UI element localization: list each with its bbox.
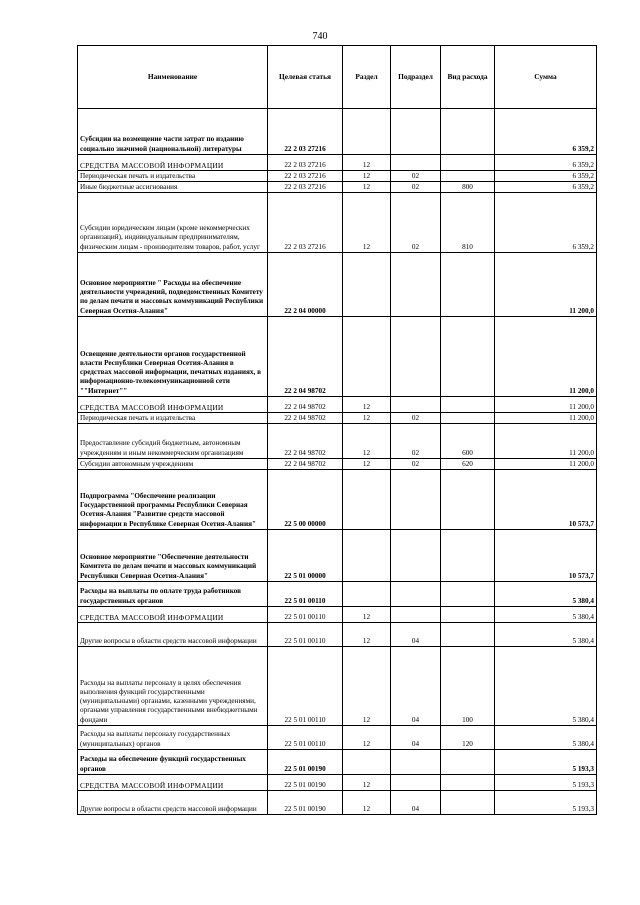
row-target-cell: 22 2 04 00000 (268, 253, 343, 317)
row-name-cell: СРЕДСТВА МАССОВОЙ ИНФОРМАЦИИ (78, 607, 268, 623)
row-target-cell: 22 2 03 27216 (268, 171, 343, 182)
row-target-cell: 22 5 01 00110 (268, 607, 343, 623)
row-sum-cell: 6 359,2 (495, 109, 597, 155)
row-name-cell: Субсидии на возмещение части затрат по изданию социально значимой (национальной) литературы (78, 109, 268, 155)
row-expense-type-cell (441, 413, 495, 424)
row-subsection-cell (391, 397, 441, 413)
table-row (78, 317, 597, 397)
row-target-cell: 22 5 00 00000 (268, 470, 343, 530)
row-expense-type-cell (441, 397, 495, 413)
row-subsection-cell (391, 470, 441, 530)
row-section-cell: 12 (343, 623, 391, 647)
row-name-cell: Расходы на выплаты по оплате труда работников государственных органов (78, 582, 268, 607)
row-expense-type-cell (441, 317, 495, 397)
row-name-cell: Расходы на выплаты персоналу в целях обеспечения выполнения функций государственными (муниципальными) органами, казенными учреждениями, органами управления государственными внебюджетными фондами (78, 647, 268, 726)
row-target-cell: 22 5 01 00000 (268, 530, 343, 582)
row-section-cell: 12 (343, 775, 391, 791)
table-row (78, 424, 597, 459)
row-expense-type-cell: 600 (441, 424, 495, 459)
header-name: Наименование (78, 46, 268, 109)
row-name-cell: Иные бюджетные ассигнования (78, 182, 268, 193)
row-target-cell: 22 2 03 27216 (268, 155, 343, 171)
row-target-cell: 22 5 01 00110 (268, 726, 343, 750)
row-expense-type-cell: 810 (441, 193, 495, 253)
table-row (78, 171, 597, 182)
table-header-row (78, 46, 597, 109)
row-target-cell: 22 2 04 98702 (268, 397, 343, 413)
row-section-cell: 12 (343, 193, 391, 253)
row-expense-type-cell (441, 530, 495, 582)
row-expense-type-cell (441, 155, 495, 171)
row-expense-type-cell: 620 (441, 459, 495, 470)
row-sum-cell: 5 380,4 (495, 582, 597, 607)
row-name-cell: Расходы на обеспечение функций государственных органов (78, 750, 268, 775)
row-section-cell: 12 (343, 413, 391, 424)
row-name-cell: Основное мероприятие "Обеспечение деятельности Комитета по делам печати и массовых коммуникаций Республики Северная Осетия-Алания" (78, 530, 268, 582)
row-sum-cell: 10 573,7 (495, 530, 597, 582)
row-section-cell (343, 750, 391, 775)
row-name-cell: Освещение деятельности органов государственной власти Республики Северная Осетия-Алания в средствах массовой информации, печатных изданиях, в информационно-телекоммуникационной сети ""Интернет"" (78, 317, 268, 397)
table-row (78, 459, 597, 470)
row-sum-cell: 11 200,0 (495, 459, 597, 470)
row-target-cell: 22 2 03 27216 (268, 109, 343, 155)
row-section-cell (343, 530, 391, 582)
row-target-cell: 22 2 04 98702 (268, 413, 343, 424)
row-target-cell: 22 5 01 00190 (268, 750, 343, 775)
table-row (78, 647, 597, 726)
row-section-cell: 12 (343, 791, 391, 815)
table-row (78, 413, 597, 424)
row-subsection-cell: 02 (391, 424, 441, 459)
row-sum-cell: 6 359,2 (495, 193, 597, 253)
row-section-cell (343, 109, 391, 155)
row-target-cell: 22 5 01 00190 (268, 791, 343, 815)
row-expense-type-cell (441, 791, 495, 815)
row-subsection-cell (391, 253, 441, 317)
row-section-cell (343, 317, 391, 397)
row-sum-cell: 11 200,0 (495, 424, 597, 459)
row-subsection-cell: 04 (391, 623, 441, 647)
row-subsection-cell (391, 582, 441, 607)
table-row (78, 623, 597, 647)
row-name-cell: Периодическая печать и издательства (78, 171, 268, 182)
row-sum-cell: 11 200,0 (495, 397, 597, 413)
row-target-cell: 22 2 04 98702 (268, 459, 343, 470)
table-row (78, 791, 597, 815)
row-target-cell: 22 5 01 00110 (268, 647, 343, 726)
table-row (78, 470, 597, 530)
row-expense-type-cell (441, 109, 495, 155)
header-target: Целевая статья (268, 46, 343, 109)
row-subsection-cell: 04 (391, 726, 441, 750)
row-sum-cell: 5 380,4 (495, 647, 597, 726)
row-subsection-cell (391, 750, 441, 775)
row-subsection-cell: 02 (391, 182, 441, 193)
row-name-cell: СРЕДСТВА МАССОВОЙ ИНФОРМАЦИИ (78, 775, 268, 791)
table-row (78, 155, 597, 171)
row-section-cell: 12 (343, 607, 391, 623)
row-section-cell: 12 (343, 424, 391, 459)
row-subsection-cell: 04 (391, 791, 441, 815)
budget-table (77, 45, 597, 815)
row-name-cell: Субсидии автономным учреждениям (78, 459, 268, 470)
row-section-cell: 12 (343, 397, 391, 413)
row-section-cell: 12 (343, 647, 391, 726)
table-row (78, 109, 597, 155)
table-row (78, 582, 597, 607)
table-row (78, 775, 597, 791)
table-row (78, 193, 597, 253)
table-row (78, 750, 597, 775)
row-sum-cell: 6 359,2 (495, 155, 597, 171)
row-target-cell: 22 2 04 98702 (268, 424, 343, 459)
row-subsection-cell (391, 155, 441, 171)
header-expense-type: Вид расхода (441, 46, 495, 109)
row-name-cell: Периодическая печать и издательства (78, 413, 268, 424)
row-name-cell: СРЕДСТВА МАССОВОЙ ИНФОРМАЦИИ (78, 155, 268, 171)
header-subsection: Подраздел (391, 46, 441, 109)
row-expense-type-cell: 800 (441, 182, 495, 193)
row-sum-cell: 5 380,4 (495, 623, 597, 647)
row-target-cell: 22 5 01 00110 (268, 623, 343, 647)
row-sum-cell: 6 359,2 (495, 171, 597, 182)
row-expense-type-cell (441, 775, 495, 791)
page-number: 740 (312, 31, 328, 42)
row-subsection-cell: 02 (391, 193, 441, 253)
row-expense-type-cell: 120 (441, 726, 495, 750)
row-sum-cell: 5 380,4 (495, 607, 597, 623)
header-sum: Сумма (495, 46, 597, 109)
row-expense-type-cell (441, 607, 495, 623)
row-name-cell: Субсидии юридическим лицам (кроме некоммерческих организаций), индивидуальным предпринимателям, физическим лицам - производителям товаров, работ, услуг (78, 193, 268, 253)
row-sum-cell: 5 193,3 (495, 791, 597, 815)
row-subsection-cell: 02 (391, 413, 441, 424)
row-expense-type-cell (441, 623, 495, 647)
row-sum-cell: 6 359,2 (495, 182, 597, 193)
row-sum-cell: 11 200,0 (495, 413, 597, 424)
row-section-cell: 12 (343, 171, 391, 182)
table-row (78, 253, 597, 317)
row-section-cell (343, 253, 391, 317)
row-name-cell: Подпрограмма "Обеспечение реализации Государственной программы Республики Северная Осетия-Алания "Развитие средств массовой информации в Республике Северная Осетия-Алания" (78, 470, 268, 530)
table-row (78, 726, 597, 750)
row-expense-type-cell (441, 582, 495, 607)
row-subsection-cell (391, 775, 441, 791)
row-expense-type-cell (441, 253, 495, 317)
row-subsection-cell: 02 (391, 459, 441, 470)
row-name-cell: СРЕДСТВА МАССОВОЙ ИНФОРМАЦИИ (78, 397, 268, 413)
row-name-cell: Расходы на выплаты персоналу государственных (муниципальных) органов (78, 726, 268, 750)
row-subsection-cell: 02 (391, 171, 441, 182)
row-section-cell: 12 (343, 155, 391, 171)
row-expense-type-cell (441, 171, 495, 182)
row-subsection-cell (391, 530, 441, 582)
table-row (78, 397, 597, 413)
row-expense-type-cell: 100 (441, 647, 495, 726)
row-sum-cell: 10 573,7 (495, 470, 597, 530)
row-name-cell: Основное мероприятие " Расходы на обеспечение деятельности учреждений, подведомственных Комитету по делам печати и массовых коммуникаций Республики Северная Осетия-Алания" (78, 253, 268, 317)
row-name-cell: Другие вопросы в области средств массовой информации (78, 791, 268, 815)
row-sum-cell: 5 193,3 (495, 775, 597, 791)
row-subsection-cell (391, 317, 441, 397)
table-row (78, 530, 597, 582)
row-subsection-cell: 04 (391, 647, 441, 726)
table-row (78, 182, 597, 193)
header-section: Раздел (343, 46, 391, 109)
row-expense-type-cell (441, 750, 495, 775)
row-section-cell (343, 470, 391, 530)
row-name-cell: Предоставление субсидий бюджетным, автономным учреждениям и иным некоммерческим организациям (78, 424, 268, 459)
row-target-cell: 22 5 01 00110 (268, 582, 343, 607)
row-expense-type-cell (441, 470, 495, 530)
row-section-cell: 12 (343, 726, 391, 750)
row-target-cell: 22 2 04 98702 (268, 317, 343, 397)
table-row (78, 607, 597, 623)
row-sum-cell: 11 200,0 (495, 317, 597, 397)
row-sum-cell: 5 380,4 (495, 726, 597, 750)
row-target-cell: 22 2 03 27216 (268, 182, 343, 193)
row-target-cell: 22 2 03 27216 (268, 193, 343, 253)
row-subsection-cell (391, 109, 441, 155)
row-section-cell (343, 582, 391, 607)
row-subsection-cell (391, 607, 441, 623)
row-sum-cell: 5 193,3 (495, 750, 597, 775)
row-target-cell: 22 5 01 00190 (268, 775, 343, 791)
row-sum-cell: 11 200,0 (495, 253, 597, 317)
row-name-cell: Другие вопросы в области средств массовой информации (78, 623, 268, 647)
row-section-cell: 12 (343, 459, 391, 470)
row-section-cell: 12 (343, 182, 391, 193)
